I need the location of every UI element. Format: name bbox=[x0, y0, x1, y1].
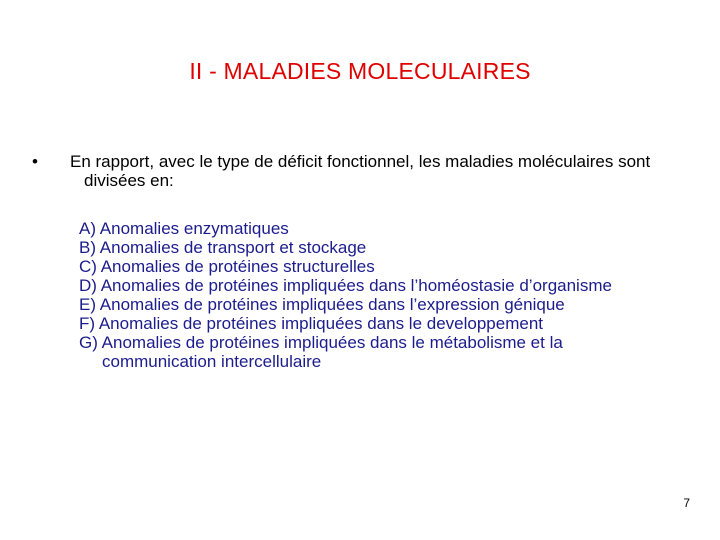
intro-text: En rapport, avec le type de déficit fonctionnel, les maladies moléculaires sont divisées en: bbox=[70, 152, 651, 190]
list-item: F) Anomalies de protéines impliquées dans le developpement bbox=[79, 314, 543, 333]
list-item: E) Anomalies de protéines impliquées dans l’expression génique bbox=[79, 295, 565, 314]
page-number: 7 bbox=[683, 496, 690, 510]
list-item: B) Anomalies de transport et stockage bbox=[79, 238, 367, 257]
list-item: G) Anomalies de protéines impliquées dans le métabolisme et la communication intercellulaire bbox=[79, 333, 563, 371]
list-item: A) Anomalies enzymatiques bbox=[79, 219, 289, 238]
list-item: D) Anomalies de protéines impliquées dans l’homéostasie d’organisme bbox=[79, 276, 612, 295]
intro-bullet bbox=[32, 152, 672, 190]
anomaly-list bbox=[79, 219, 679, 371]
bullet-marker: • bbox=[32, 152, 38, 171]
slide-title: II - MALADIES MOLECULAIRES bbox=[189, 58, 531, 84]
list-item: C) Anomalies de protéines structurelles bbox=[79, 257, 375, 276]
